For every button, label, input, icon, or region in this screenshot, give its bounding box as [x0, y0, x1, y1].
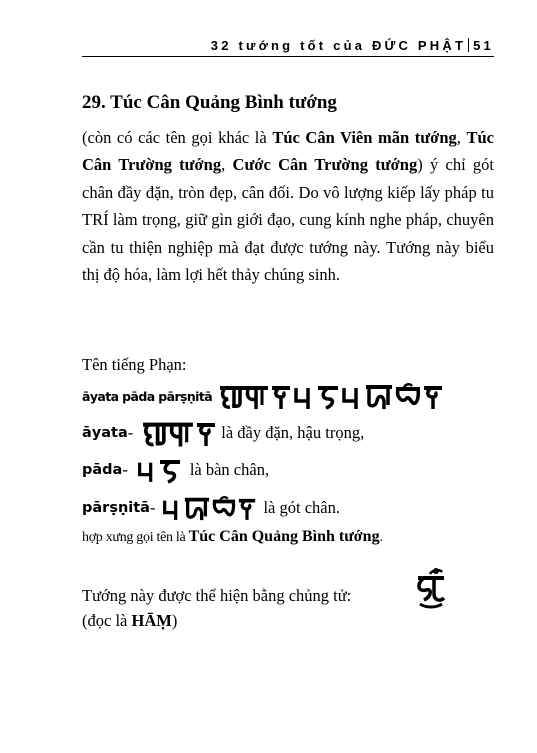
siddham-script-parsnita — [161, 493, 257, 523]
siddham-ta-glyph-2 — [422, 381, 444, 411]
header-separator — [468, 38, 469, 52]
sanskrit-part-meaning: là đầy đặn, hậu trọng, — [221, 423, 365, 442]
body-text-3: , — [221, 155, 233, 175]
siddham-ham-seed-syllable-glyph — [410, 566, 450, 610]
siddham-rsa-glyph — [183, 493, 211, 523]
body-text-1: (còn có các tên gọi khác là — [82, 128, 273, 147]
siddham-da-glyph — [316, 381, 340, 411]
alt-name-1: Túc Cân Viên mãn tướng — [272, 128, 457, 147]
siddham-pa-glyph — [161, 493, 183, 523]
reading-prefix: (đọc là — [82, 611, 132, 630]
summary-name: Túc Cân Quảng Bình tướng — [188, 528, 380, 545]
siddham-ta-glyph — [237, 493, 257, 523]
alt-name-2: Túc Cân Trường tướng — [82, 128, 494, 175]
siddham-ta-glyph — [270, 381, 292, 411]
seed-syllable-reading-line — [82, 611, 177, 631]
sanskrit-part-row-2 — [82, 455, 269, 485]
siddham-pa-glyph — [136, 455, 158, 485]
sanskrit-label: Tên tiếng Phạn: — [82, 355, 187, 374]
body-text-2: , — [456, 128, 467, 147]
body-text-4: ) ý chỉ gót chân đầy đặn, tròn đẹp, cân đối. Do vô lượng kiếp lấy pháp tu TRÍ làm trọng, giữ gìn giới đạo, cung kính nghe pháp, chuyên cần tu thiện nghiệp mà đạt được tướng này. Tướng này biểu thị độ hóa, làm lợi hết thảy chúng sinh. — [82, 155, 495, 285]
summary-line — [82, 528, 383, 546]
sanskrit-full-row — [82, 381, 444, 411]
book-title: 32 tướng tốt của ĐỨC PHẬT — [210, 38, 467, 53]
sanskrit-part-dash: - — [122, 460, 128, 479]
sanskrit-part-meaning: là bàn chân, — [189, 460, 270, 479]
sanskrit-part-term: pāda — [82, 462, 123, 478]
sanskrit-part-row-3 — [82, 493, 340, 523]
body-paragraph — [82, 124, 494, 288]
siddham-rsa-glyph — [364, 381, 394, 411]
siddham-ni-glyph — [211, 493, 237, 523]
sanskrit-part-term: pārṣṇitā — [82, 500, 150, 516]
siddham-da-glyph — [158, 455, 182, 485]
siddham-script-ayata — [141, 417, 217, 449]
sanskrit-part-row-1 — [82, 417, 364, 449]
siddham-pa-glyph-2 — [340, 381, 364, 411]
siddham-script-pada — [136, 455, 182, 485]
sanskrit-part-term: āyata — [82, 425, 128, 441]
sanskrit-full-term: āyata pāda pārṣṇitā — [82, 388, 213, 404]
section-title: 29. Túc Cân Quảng Bình tướng — [82, 92, 337, 113]
reading-suffix: ) — [171, 611, 178, 630]
running-header — [82, 38, 494, 57]
summary-suffix: . — [379, 530, 383, 545]
sanskrit-part-dash: - — [149, 498, 156, 517]
siddham-a-ya-glyph — [218, 381, 270, 411]
siddham-pa-glyph — [292, 381, 316, 411]
alt-name-3: Cước Cân Trường tướng — [232, 155, 418, 175]
seed-syllable-reading: HĀṂ — [131, 611, 172, 630]
summary-prefix: hợp xưng gọi tên là — [82, 530, 189, 545]
siddham-ni-glyph — [394, 381, 422, 411]
page-number: 51 — [473, 38, 494, 53]
siddham-ta-glyph — [195, 417, 217, 449]
sanskrit-part-dash: - — [127, 423, 134, 442]
sanskrit-part-meaning: là gót chân. — [263, 498, 340, 517]
seed-syllable-line: Tướng này được thể hiện bằng chủng tử: — [82, 586, 352, 605]
siddham-a-ya-glyph — [141, 417, 195, 449]
siddham-script-full — [218, 381, 444, 411]
